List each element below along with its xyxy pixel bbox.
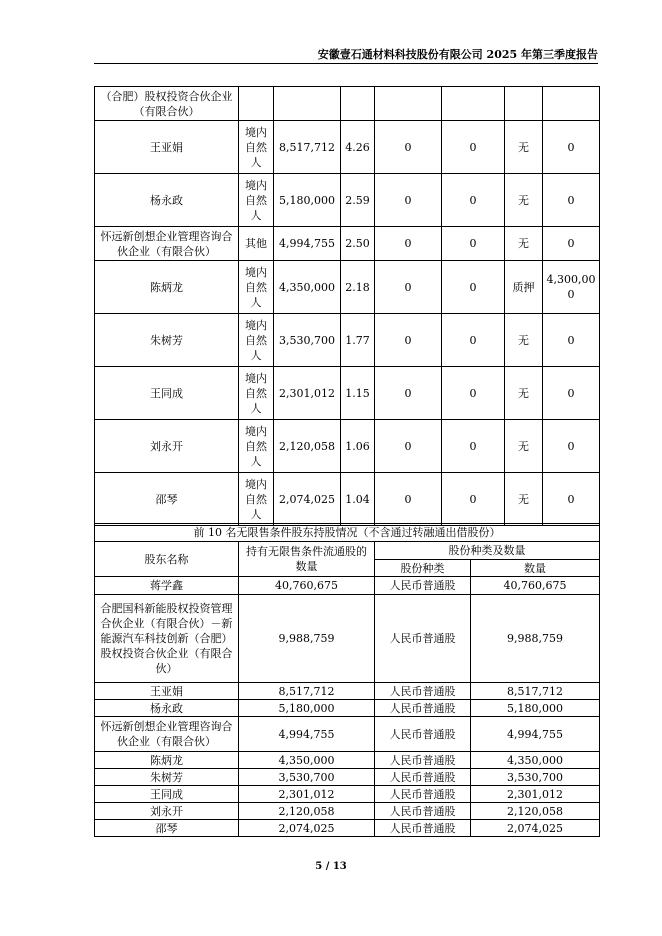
shareholder-nature-cell: 境内自然人 (239, 174, 274, 227)
ratio-cell: 2.18 (341, 261, 375, 314)
shares-cell: 4,994,755 (274, 227, 341, 261)
shareholder-nature-cell: 境内自然人 (239, 420, 274, 473)
shareholder-name-cell: 陈炳龙 (95, 752, 239, 769)
unrestricted-shareholders-table (94, 523, 600, 837)
class-cell: 人民币普通股 (375, 700, 471, 717)
pledge-status-cell: 无 (505, 420, 543, 473)
class-qty-cell: 40,760,675 (471, 577, 600, 595)
shareholder-nature-cell: 境内自然人 (239, 367, 274, 420)
pledge-status-cell: 无 (505, 174, 543, 227)
table-row (95, 121, 600, 174)
shares-cell: 2,120,058 (274, 420, 341, 473)
page-number: 5 / 13 (315, 861, 347, 872)
restricted-cell: 0 (375, 121, 442, 174)
shareholder-name-cell: 朱树芳 (95, 314, 239, 367)
quantity-cell: 5,180,000 (239, 700, 375, 717)
table-row (95, 367, 600, 420)
table-row (95, 227, 600, 261)
section-title-row (95, 524, 600, 542)
pledge-status-cell: 质押 (505, 261, 543, 314)
restricted-incl-cell: 0 (442, 314, 505, 367)
shareholder-name-cell: 王同成 (95, 786, 239, 803)
restricted-cell: 0 (375, 314, 442, 367)
table-row (95, 261, 600, 314)
shareholder-name-cell: 朱树芳 (95, 769, 239, 786)
table-row (95, 700, 600, 717)
class-cell: 人民币普通股 (375, 786, 471, 803)
class-cell: 人民币普通股 (375, 595, 471, 683)
pledge-qty-cell: 0 (543, 227, 600, 261)
class-qty-cell: 4,994,755 (471, 717, 600, 752)
restricted-incl-cell: 0 (442, 121, 505, 174)
quantity-cell: 8,517,712 (239, 683, 375, 700)
class-cell: 人民币普通股 (375, 717, 471, 752)
shareholder-nature-cell: 境内自然人 (239, 261, 274, 314)
restricted-incl-cell: 0 (442, 174, 505, 227)
ratio-cell: 2.59 (341, 174, 375, 227)
class-qty-cell: 4,350,000 (471, 752, 600, 769)
quantity-cell: 4,350,000 (239, 752, 375, 769)
class-cell: 人民币普通股 (375, 683, 471, 700)
table-row (95, 769, 600, 786)
pledge-qty-cell: 0 (543, 174, 600, 227)
quantity-cell: 40,760,675 (239, 577, 375, 595)
table-row (95, 420, 600, 473)
quantity-cell: 2,120,058 (239, 803, 375, 820)
shareholder-name-cell: 王亚娟 (95, 683, 239, 700)
shareholder-name-cell: 邵琴 (95, 473, 239, 526)
pledge-qty-cell: 0 (543, 314, 600, 367)
class-qty-cell: 3,530,700 (471, 769, 600, 786)
pledge-qty-cell: 0 (543, 420, 600, 473)
shares-cell: 2,074,025 (274, 473, 341, 526)
table-row (95, 786, 600, 803)
table-row (95, 577, 600, 595)
restricted-cell: 0 (375, 261, 442, 314)
restricted-incl-cell: 0 (442, 227, 505, 261)
class-qty-cell: 8,517,712 (471, 683, 600, 700)
table-row (95, 87, 600, 121)
ratio-cell: 1.04 (341, 473, 375, 526)
table-row (95, 174, 600, 227)
class-cell: 人民币普通股 (375, 577, 471, 595)
pledge-qty-cell: 0 (543, 473, 600, 526)
quantity-cell: 2,074,025 (239, 820, 375, 837)
quantity-cell: 4,994,755 (239, 717, 375, 752)
shareholder-name-cell: 陈炳龙 (95, 261, 239, 314)
table-row (95, 717, 600, 752)
shares-cell: 8,517,712 (274, 121, 341, 174)
pledge-status-cell: 无 (505, 227, 543, 261)
quantity-cell: 2,301,012 (239, 786, 375, 803)
pledge-status-cell: 无 (505, 314, 543, 367)
shares-cell: 3,530,700 (274, 314, 341, 367)
restricted-cell: 0 (375, 367, 442, 420)
shareholder-name-cell: 合肥国科新能股权投资管理合伙企业（有限合伙）－新能源汽车科技创新（合肥）股权投资合伙企业（有限合伙） (95, 595, 239, 683)
pledge-status-cell (505, 87, 543, 121)
shareholder-nature-cell: 境内自然人 (239, 121, 274, 174)
quantity-cell: 3,530,700 (239, 769, 375, 786)
shareholder-name-cell: 蒋学鑫 (95, 577, 239, 595)
restricted-cell (375, 87, 442, 121)
class-cell: 人民币普通股 (375, 752, 471, 769)
restricted-cell: 0 (375, 420, 442, 473)
table-row (95, 820, 600, 837)
pledge-status-cell: 无 (505, 121, 543, 174)
header-class-qty: 数量 (471, 560, 600, 577)
pledge-qty-cell: 4,300,000 (543, 261, 600, 314)
restricted-incl-cell: 0 (442, 367, 505, 420)
quantity-cell: 9,988,759 (239, 595, 375, 683)
table-row (95, 683, 600, 700)
shareholder-name-cell: 杨永政 (95, 700, 239, 717)
header-rule (94, 63, 598, 64)
shares-cell: 2,301,012 (274, 367, 341, 420)
shareholder-nature-cell: 其他 (239, 227, 274, 261)
table-row (95, 314, 600, 367)
shareholder-name-cell: （合肥）股权投资合伙企业（有限合伙） (95, 87, 239, 121)
pledge-qty-cell: 0 (543, 121, 600, 174)
restricted-cell: 0 (375, 473, 442, 526)
ratio-cell: 4.26 (341, 121, 375, 174)
header-row (95, 542, 600, 560)
class-qty-cell: 2,301,012 (471, 786, 600, 803)
class-qty-cell: 5,180,000 (471, 700, 600, 717)
ratio-cell: 1.77 (341, 314, 375, 367)
class-qty-cell: 9,988,759 (471, 595, 600, 683)
table-row (95, 595, 600, 683)
shareholder-name-cell: 杨永政 (95, 174, 239, 227)
shareholder-name-cell: 邵琴 (95, 820, 239, 837)
table-row (95, 473, 600, 526)
header-name: 股东名称 (95, 542, 239, 577)
section-title: 前 10 名无限售条件股东持股情况（不含通过转融通出借股份） (95, 524, 600, 542)
restricted-cell: 0 (375, 227, 442, 261)
class-qty-cell: 2,120,058 (471, 803, 600, 820)
shareholder-name-cell: 刘永开 (95, 803, 239, 820)
restricted-incl-cell: 0 (442, 420, 505, 473)
table-row (95, 803, 600, 820)
shareholder-name-cell: 怀远新创想企业管理咨询合伙企业（有限合伙） (95, 227, 239, 261)
shares-cell: 5,180,000 (274, 174, 341, 227)
class-cell: 人民币普通股 (375, 769, 471, 786)
pledge-status-cell: 无 (505, 473, 543, 526)
ratio-cell: 1.15 (341, 367, 375, 420)
ratio-cell: 1.06 (341, 420, 375, 473)
class-cell: 人民币普通股 (375, 803, 471, 820)
ratio-cell: 2.50 (341, 227, 375, 261)
header-class: 股份种类 (375, 560, 471, 577)
pledge-status-cell: 无 (505, 367, 543, 420)
top10-shareholders-table (94, 86, 600, 526)
class-cell: 人民币普通股 (375, 820, 471, 837)
shareholder-name-cell: 怀远新创想企业管理咨询合伙企业（有限合伙） (95, 717, 239, 752)
restricted-cell: 0 (375, 174, 442, 227)
shareholder-nature-cell: 境内自然人 (239, 314, 274, 367)
pledge-qty-cell: 0 (543, 367, 600, 420)
shareholder-name-cell: 王同成 (95, 367, 239, 420)
pledge-qty-cell (543, 87, 600, 121)
shareholder-nature-cell (239, 87, 274, 121)
report-header: 安徽壹石通材料科技股份有限公司 2025 年第三季度报告 (317, 48, 598, 61)
class-qty-cell: 2,074,025 (471, 820, 600, 837)
shares-cell (274, 87, 341, 121)
restricted-incl-cell (442, 87, 505, 121)
header-class-group: 股份种类及数量 (375, 542, 600, 560)
table-row (95, 752, 600, 769)
shares-cell: 4,350,000 (274, 261, 341, 314)
restricted-incl-cell: 0 (442, 261, 505, 314)
header-quantity: 持有无限售条件流通股的数量 (239, 542, 375, 577)
ratio-cell (341, 87, 375, 121)
shareholder-name-cell: 刘永开 (95, 420, 239, 473)
shareholder-nature-cell: 境内自然人 (239, 473, 274, 526)
restricted-incl-cell: 0 (442, 473, 505, 526)
shareholder-name-cell: 王亚娟 (95, 121, 239, 174)
